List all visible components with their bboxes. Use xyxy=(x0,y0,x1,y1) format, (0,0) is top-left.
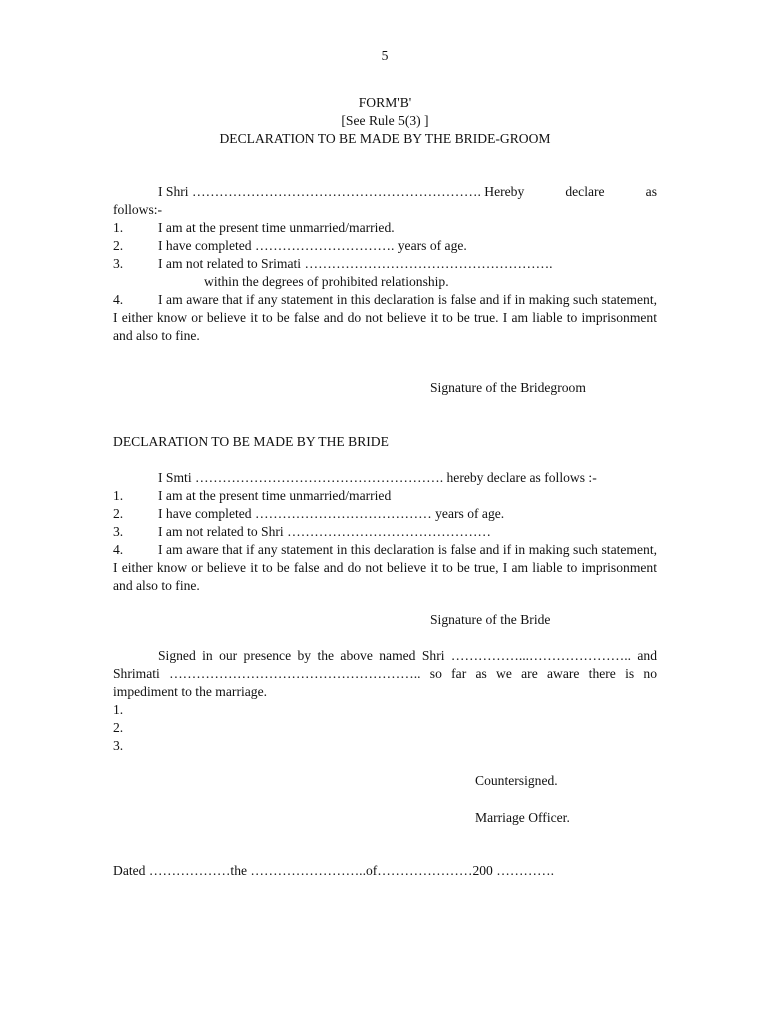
groom-item-4-number: 4. xyxy=(113,292,124,307)
bride-item-4-number: 4. xyxy=(113,542,124,557)
rule-reference: [See Rule 5(3) ] xyxy=(341,113,429,128)
bride-item-3-number: 3. xyxy=(113,524,124,539)
groom-item-4-text: I am aware that if any statement in this declaration is false and if in making such statement, I either know or believe it to be false and do not believe it to be true. I am liable to imprisonment and also to fine. xyxy=(113,292,657,343)
groom-item-2-number: 2. xyxy=(113,238,124,253)
bride-item-2-text: I have completed ………………………………… years of age. xyxy=(158,506,505,521)
groom-item-3-continuation: within the degrees of prohibited relationship. xyxy=(204,274,449,289)
bride-item-4-text: I am aware that if any statement in this declaration is false and if in making such statement, I either know or believe it to be false and do not believe it to be true, I am liable to imprisonment and also to fine. xyxy=(113,542,657,593)
bride-intro-line: I Smti ………………………………………………. hereby declare as follows :- xyxy=(158,470,597,485)
groom-item-3-number: 3. xyxy=(113,256,124,271)
bride-item-1-number: 1. xyxy=(113,488,124,503)
groom-intro-text: I Shri ………………………………………………………. Hereby xyxy=(158,184,525,199)
groom-intro-as: as xyxy=(645,184,657,199)
witness-number-1: 1. xyxy=(113,702,124,717)
bride-item-1-text: I am at the present time unmarried/married xyxy=(158,488,392,503)
groom-declaration-heading: DECLARATION TO BE MADE BY THE BRIDE-GROOM xyxy=(219,131,551,146)
groom-item-3-text: I am not related to Srimati ………………………………………………. xyxy=(158,256,553,271)
witness-number-3: 3. xyxy=(113,738,124,753)
bride-declaration-heading: DECLARATION TO BE MADE BY THE BRIDE xyxy=(113,434,389,449)
dated-line: Dated ………………the ……………………..of…………………200 …………. xyxy=(113,863,555,878)
groom-item-2-text: I have completed …………………………. years of age. xyxy=(158,238,467,253)
groom-item-1-text: I am at the present time unmarried/married. xyxy=(158,220,395,235)
groom-signature-label: Signature of the Bridegroom xyxy=(430,380,586,395)
groom-intro-line xyxy=(113,183,657,201)
groom-item-1-number: 1. xyxy=(113,220,124,235)
witness-number-2: 2. xyxy=(113,720,124,735)
witness-statement: Signed in our presence by the above named Shri ……………...………………….. and Shrimati ……………………………………………….. so far as we are aware there is no impediment to the marriage. xyxy=(113,648,657,699)
bride-signature-label: Signature of the Bride xyxy=(430,612,551,627)
bride-item-2-number: 2. xyxy=(113,506,124,521)
page-number: 5 xyxy=(381,48,389,63)
marriage-officer-label: Marriage Officer. xyxy=(475,810,570,825)
groom-intro-continuation: follows:- xyxy=(113,202,163,217)
bride-item-3-text: I am not related to Shri ……………………………………… xyxy=(158,524,492,539)
form-title: FORM'B' xyxy=(358,95,412,110)
groom-intro-declare: declare xyxy=(565,184,605,199)
countersigned-label: Countersigned. xyxy=(475,773,558,788)
